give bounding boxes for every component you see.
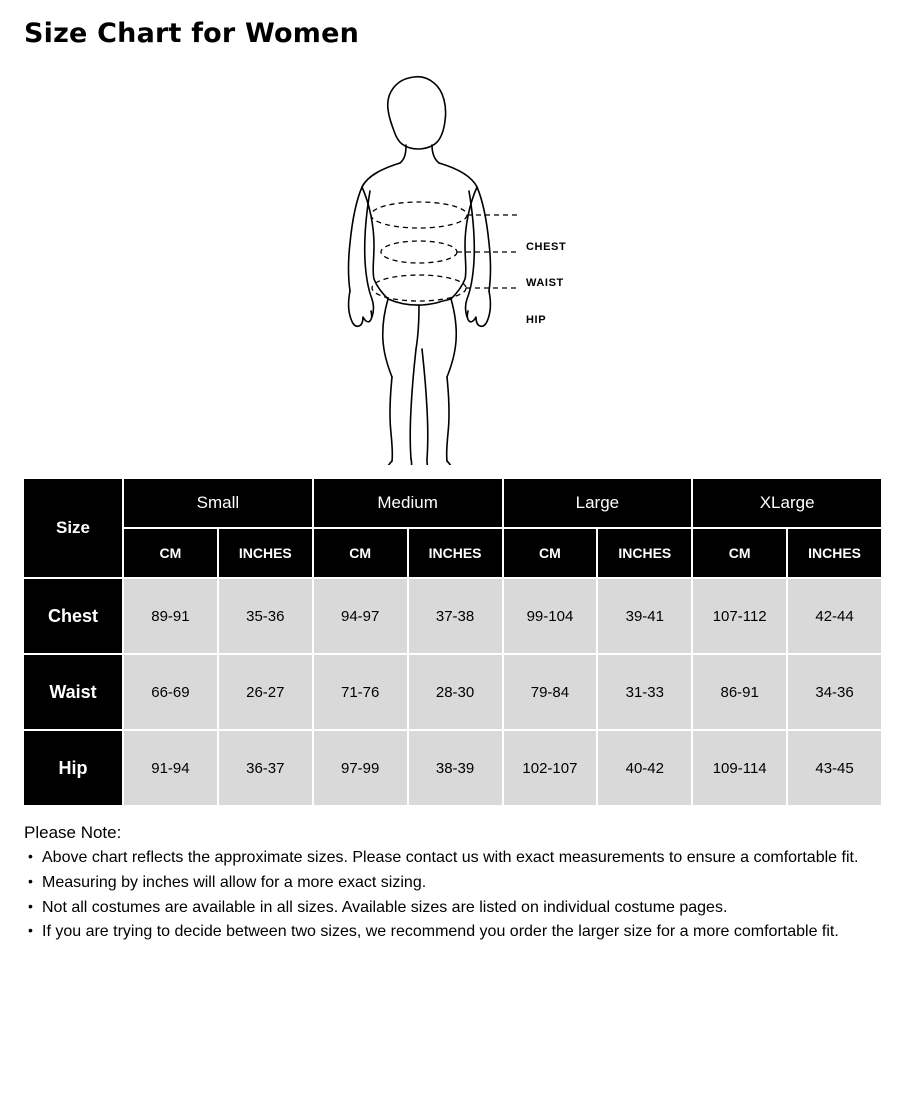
page-title: Size Chart for Women [24, 18, 360, 49]
cell-waist-small-cm: 66-69 [123, 654, 218, 730]
cell-hip-small-cm: 91-94 [123, 730, 218, 806]
cell-chest-xlarge-inches: 42-44 [787, 578, 882, 654]
unit-header-small-inches: INCHES [218, 528, 313, 578]
unit-header-medium-inches: INCHES [408, 528, 503, 578]
cell-chest-large-inches: 39-41 [597, 578, 692, 654]
notes-list [22, 847, 883, 944]
list-item: • If you are trying to decide between two sizes, we recommend you order the larger size for a more comfortable fit. [26, 921, 883, 944]
table-row [23, 730, 882, 806]
row-label-chest: Chest [23, 578, 123, 654]
figure-label-waist: WAIST [526, 277, 564, 289]
unit-header-large-inches: INCHES [597, 528, 692, 578]
cell-waist-small-inches: 26-27 [218, 654, 313, 730]
table-header-row-sizes [23, 478, 882, 528]
cell-chest-medium-inches: 37-38 [408, 578, 503, 654]
figure-label-chest: CHEST [526, 241, 567, 253]
size-column-large: Large [503, 478, 693, 528]
cell-chest-xlarge-cm: 107-112 [692, 578, 787, 654]
cell-waist-medium-inches: 28-30 [408, 654, 503, 730]
row-label-waist: Waist [23, 654, 123, 730]
cell-hip-medium-inches: 38-39 [408, 730, 503, 806]
table-row [23, 654, 882, 730]
cell-waist-large-cm: 79-84 [503, 654, 598, 730]
cell-waist-medium-cm: 71-76 [313, 654, 408, 730]
cell-waist-xlarge-cm: 86-91 [692, 654, 787, 730]
unit-header-xlarge-cm: CM [692, 528, 787, 578]
cell-hip-large-cm: 102-107 [503, 730, 598, 806]
list-item: • Measuring by inches will allow for a more exact sizing. [26, 872, 883, 895]
cell-waist-large-inches: 31-33 [597, 654, 692, 730]
list-item: • Above chart reflects the approximate sizes. Please contact us with exact measurements to ensure a comfortable fit. [26, 847, 883, 870]
cell-chest-small-cm: 89-91 [123, 578, 218, 654]
size-column-medium: Medium [313, 478, 503, 528]
size-chart-page [0, 18, 905, 1098]
cell-waist-xlarge-inches: 34-36 [787, 654, 882, 730]
unit-header-large-cm: CM [503, 528, 598, 578]
unit-header-xlarge-inches: INCHES [787, 528, 882, 578]
cell-chest-large-cm: 99-104 [503, 578, 598, 654]
table-corner-size-label: Size [23, 478, 123, 578]
figure-label-hip: HIP [526, 314, 547, 326]
cell-hip-xlarge-cm: 109-114 [692, 730, 787, 806]
female-body-outline-icon [318, 55, 638, 465]
table-row [23, 578, 882, 654]
size-column-xlarge: XLarge [692, 478, 882, 528]
cell-hip-large-inches: 40-42 [597, 730, 692, 806]
row-label-hip: Hip [23, 730, 123, 806]
body-measurement-figure [22, 55, 883, 475]
notes-heading: Please Note: [24, 823, 122, 842]
size-column-small: Small [123, 478, 313, 528]
cell-hip-small-inches: 36-37 [218, 730, 313, 806]
cell-chest-small-inches: 35-36 [218, 578, 313, 654]
cell-chest-medium-cm: 94-97 [313, 578, 408, 654]
table-header-row-units [23, 528, 882, 578]
cell-hip-medium-cm: 97-99 [313, 730, 408, 806]
list-item: • Not all costumes are available in all sizes. Available sizes are listed on individual costume pages. [26, 897, 883, 920]
cell-hip-xlarge-inches: 43-45 [787, 730, 882, 806]
unit-header-medium-cm: CM [313, 528, 408, 578]
waist-ellipse [381, 241, 457, 263]
unit-header-small-cm: CM [123, 528, 218, 578]
notes-section [22, 821, 883, 944]
size-chart-table [22, 477, 883, 807]
chest-ellipse [371, 202, 467, 228]
